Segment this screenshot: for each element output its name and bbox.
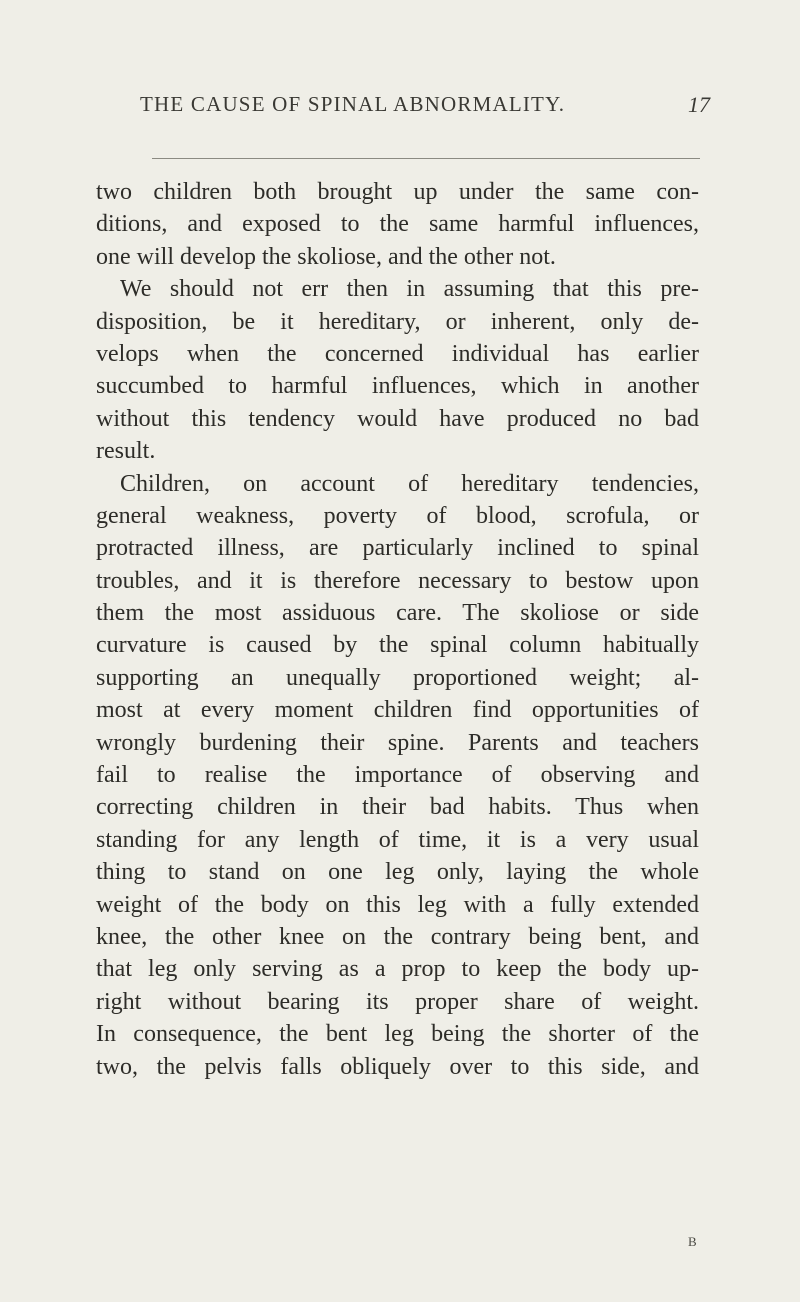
text-line: result. xyxy=(96,438,156,465)
text-line: one will develop the skoliose, and the other not. xyxy=(96,243,556,270)
body-text xyxy=(96,176,699,1083)
text-line: most at every moment children find opportunities of xyxy=(96,697,699,724)
header-rule xyxy=(152,158,700,159)
text-line: two, the pelvis falls obliquely over to this side, and xyxy=(96,1053,699,1080)
running-title: THE CAUSE OF SPINAL ABNORMALITY. xyxy=(140,92,566,116)
text-line: We should not err then in assuming that this pre- xyxy=(120,276,699,303)
page-header xyxy=(140,92,710,126)
text-line: succumbed to harmful influences, which in another xyxy=(96,373,699,400)
text-line: general weakness, poverty of blood, scrofula, or xyxy=(96,502,699,529)
text-line: correcting children in their bad habits. Thus when xyxy=(96,794,699,821)
text-line: standing for any length of time, it is a very usual xyxy=(96,826,699,853)
text-line: knee, the other knee on the contrary being bent, and xyxy=(96,923,699,950)
text-line: supporting an unequally proportioned weight; al- xyxy=(96,664,699,691)
text-line: them the most assiduous care. The skoliose or side xyxy=(96,600,699,627)
signature-mark: B xyxy=(688,1234,698,1249)
text-line: disposition, be it hereditary, or inherent, only de- xyxy=(96,308,699,335)
text-line: thing to stand on one leg only, laying the whole xyxy=(96,859,699,886)
text-line: velops when the concerned individual has earlier xyxy=(96,340,699,367)
text-line: without this tendency would have produced no bad xyxy=(96,405,699,432)
text-line: that leg only serving as a prop to keep the body up- xyxy=(96,956,699,983)
text-line: curvature is caused by the spinal column habitually xyxy=(96,632,699,659)
text-line: troubles, and it is therefore necessary to bestow upon xyxy=(96,567,699,594)
text-line: In consequence, the bent leg being the shorter of the xyxy=(96,1021,699,1048)
text-line: protracted illness, are particularly inclined to spinal xyxy=(96,535,699,562)
text-line: wrongly burdening their spine. Parents and teachers xyxy=(96,729,699,756)
text-line: Children, on account of hereditary tendencies, xyxy=(120,470,699,497)
text-line: ditions, and exposed to the same harmful influences, xyxy=(96,211,699,238)
page-number: 17 xyxy=(688,92,710,117)
text-line: two children both brought up under the same con- xyxy=(96,179,699,205)
text-line: fail to realise the importance of observing and xyxy=(96,762,699,789)
text-line: right without bearing its proper share of weight. xyxy=(96,988,699,1015)
text-line: weight of the body on this leg with a fully extended xyxy=(96,891,699,918)
